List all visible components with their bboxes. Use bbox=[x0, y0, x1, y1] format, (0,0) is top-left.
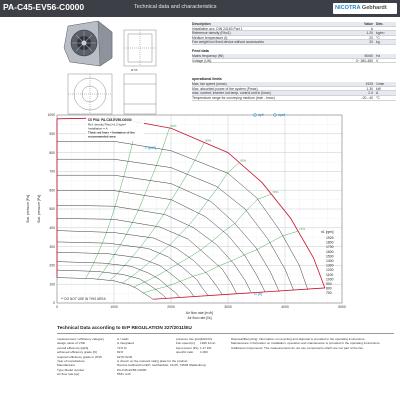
erp-note: Additional components: The measurements do not use components which are not part of the fan. bbox=[231, 345, 364, 350]
spec-unit: kg/m³ bbox=[376, 31, 385, 36]
operational-limits-heading: operational limits bbox=[192, 77, 222, 82]
erp-key: Fan speed [n] bbox=[176, 341, 195, 346]
spec-unit: 1/min bbox=[376, 82, 385, 87]
spec-key: Installation acc. DIN 24163 Part 1 bbox=[192, 26, 243, 31]
legend-label: dpfl bbox=[258, 113, 264, 118]
efficiency-label: 70% bbox=[272, 190, 279, 195]
erp-value: is shown on the relevant rating plate for the product bbox=[117, 358, 188, 363]
power-label: P1[kW] bbox=[145, 146, 156, 150]
speed-axis-label: n1 [rpm] bbox=[321, 230, 334, 234]
info-line: recommended area bbox=[88, 134, 116, 139]
spec-key: Mains frequency (fN) bbox=[192, 53, 224, 58]
erp-section-title: Technical Data according to ErP REGULATION 327/2011/EU bbox=[57, 326, 394, 334]
spec-col-dim: Dim. bbox=[376, 22, 384, 26]
spec-unit: Hz bbox=[376, 53, 381, 58]
erp-value: 5531 m³/h bbox=[117, 372, 131, 377]
spec-row bbox=[192, 96, 396, 101]
spec-unit bbox=[376, 27, 396, 31]
header-bar bbox=[0, 0, 400, 17]
y-tick-label: 0 bbox=[53, 301, 55, 306]
spec-value: -20...40 bbox=[361, 95, 373, 100]
info-line: C0 P0A: PA-C45-EV56-C0000 bbox=[88, 118, 132, 122]
spec-key: Voltage (UN) bbox=[192, 58, 212, 63]
spec-value: 50/60 bbox=[364, 53, 373, 58]
erp-key: overall efficiency [ηES] bbox=[57, 345, 89, 350]
erp-row bbox=[57, 372, 173, 376]
x-tick-label: 2000 bbox=[167, 305, 175, 309]
speed-label: 1300 bbox=[326, 263, 334, 268]
header-subtitle: Technical data and characteristics bbox=[134, 4, 217, 10]
spec-value: 20 bbox=[369, 40, 373, 45]
spec-unit: A bbox=[376, 91, 379, 96]
spec-key: max. current, inverter out temp. control unit in (Imax) bbox=[192, 91, 271, 96]
spec-value: 20 bbox=[369, 35, 373, 40]
y-tick-label: 600 bbox=[49, 188, 55, 193]
y-tick-label: 300 bbox=[49, 244, 55, 249]
speed-label: 1925 bbox=[326, 236, 334, 240]
info-line: Installation = A bbox=[88, 126, 108, 131]
y-tick-label: 200 bbox=[49, 263, 55, 268]
spec-key: Medium temperature (t) bbox=[192, 35, 228, 40]
x-tick-label: 5000 bbox=[338, 305, 346, 309]
current-label: I1 [A] bbox=[254, 292, 262, 296]
y-tick-label: 500 bbox=[49, 207, 55, 212]
efficiency-label: 60% bbox=[205, 138, 212, 143]
erp-value: 72.8 % bbox=[117, 345, 127, 350]
chart-info-box bbox=[86, 117, 144, 141]
erp-key: specific ratio bbox=[176, 350, 194, 355]
erp-key: Year of manufacture bbox=[57, 358, 85, 363]
spec-key: Reference density (Rho1) bbox=[192, 31, 231, 36]
spec-key: Max. fan speed (nmax) bbox=[192, 82, 227, 87]
spec-unit: V bbox=[376, 58, 379, 63]
erp-note: Maintenance: Information on installation, operation and maintenance is provided in the operating instructions. bbox=[231, 341, 381, 346]
x-tick-label: 0 bbox=[56, 305, 58, 309]
x-axis-label-secondary: Air flow rate [l/s] bbox=[187, 316, 212, 320]
brand-name-1: NICOTRA bbox=[335, 5, 361, 11]
erp-value: is integrated bbox=[117, 341, 134, 346]
product-title: PA-C45-EV56-C0000 bbox=[3, 2, 85, 12]
erp-row bbox=[176, 350, 226, 354]
erp-right-column bbox=[231, 337, 395, 350]
y-tick-label: 800 bbox=[49, 150, 55, 155]
spec-key: Max. absorbed power of the system (Pmax) bbox=[192, 86, 258, 91]
erp-value: 1925 1/min bbox=[200, 341, 216, 346]
erp-key: Air flow rate [qv] bbox=[57, 372, 80, 377]
y-tick-label: 400 bbox=[49, 226, 55, 230]
grid-lines bbox=[57, 115, 342, 303]
erp-value: 1.17 kW bbox=[200, 345, 212, 350]
y-axis-label-secondary: Stat. pressure [Pa] bbox=[26, 194, 30, 223]
spec-value: 3~ 380-480 bbox=[355, 58, 373, 63]
info-line: Ref. density Rho1=1.2 kg/m³ bbox=[88, 122, 127, 127]
speed-label: 1600 bbox=[326, 249, 334, 254]
x-tick-label: 1000 bbox=[110, 305, 118, 309]
speed-label: 1200 bbox=[326, 268, 334, 273]
spec-value: 1.20 bbox=[366, 31, 373, 36]
erp-key: pressure rise [pst] bbox=[176, 337, 201, 341]
erp-value: 62 [N 62.8] bbox=[117, 354, 133, 359]
chart-svg bbox=[24, 109, 376, 321]
erp-value: Nicotra Gebhardt GmbH, Gebhardtstr. 19-25, 74638 Waldenburg bbox=[117, 363, 206, 368]
spec-value: 1.30 bbox=[366, 86, 373, 91]
spec-key: Temperature range for conveying medium (tmin - tmax) bbox=[192, 95, 275, 100]
fan-performance-chart bbox=[24, 109, 376, 321]
brand-name-2: Gebhardt bbox=[361, 5, 387, 11]
erp-key: Manufacturer bbox=[57, 363, 76, 368]
chart-note: ** DO NOT USE IN THIS AREA bbox=[61, 297, 106, 301]
efficiency-label: 65% bbox=[240, 158, 247, 163]
dim-label-b: Ø 56 bbox=[131, 68, 138, 72]
spec-value: 2.0 bbox=[368, 91, 373, 96]
speed-label: 900 bbox=[326, 282, 332, 286]
front-view-drawing bbox=[68, 74, 156, 114]
spec-key: Fan weight incl fixed device without accessories bbox=[192, 40, 264, 45]
x-tick-label: 4000 bbox=[281, 305, 289, 309]
erp-key: input power [Pe] bbox=[176, 345, 199, 350]
spec-table bbox=[192, 22, 396, 101]
speed-label: 800 bbox=[326, 286, 332, 291]
fan-render-image bbox=[64, 21, 112, 66]
erp-value: 82.8 bbox=[117, 350, 124, 355]
speed-label: 1100 bbox=[326, 272, 334, 277]
spec-value: 1925 bbox=[365, 82, 373, 87]
speed-label: 1800 bbox=[326, 240, 334, 245]
y-tick-label: 900 bbox=[49, 132, 55, 136]
spec-unit: °C bbox=[376, 35, 380, 40]
spec-col-value: Value bbox=[364, 22, 373, 26]
efficiency-label: 72% bbox=[299, 227, 306, 232]
feed-data-heading: Feed data bbox=[192, 48, 209, 53]
efficiency-label: 50% bbox=[170, 123, 177, 128]
erp-key: measurement / efficiency category bbox=[57, 337, 105, 341]
speed-label: 1400 bbox=[326, 259, 334, 263]
erp-key: required efficiency grade in 2015 bbox=[57, 354, 102, 359]
y-tick-label: 100 bbox=[49, 282, 55, 287]
brand-logo bbox=[333, 3, 397, 14]
spec-col-description: Description bbox=[192, 22, 211, 26]
erp-key: Type Model number bbox=[57, 367, 85, 372]
erp-key: design value of VSD bbox=[57, 341, 86, 346]
speed-label: 1000 bbox=[326, 277, 334, 282]
x-tick-label: 3000 bbox=[224, 305, 232, 309]
erp-value: 1.000 bbox=[200, 350, 208, 355]
spec-unit: kg bbox=[376, 40, 380, 45]
y-tick-label: 700 bbox=[49, 169, 55, 174]
legend-label: dpsfl bbox=[278, 113, 286, 118]
y-tick-label: 1000 bbox=[47, 113, 55, 118]
y-axis-label: Stat. pressure [Pa] bbox=[37, 194, 41, 223]
spec-unit: kW bbox=[376, 86, 381, 91]
spec-unit: °C bbox=[376, 95, 380, 100]
info-line: Thick red lines = limitation of the bbox=[88, 130, 135, 135]
speed-label: 700 bbox=[326, 291, 332, 296]
erp-key: achieved efficiency grade [N] bbox=[57, 350, 97, 355]
erp-note: Disposal/Recycling: Information on recycling and disposal is provided in the operating instructions. bbox=[231, 337, 366, 341]
erp-value: 1020 Pa bbox=[200, 337, 213, 341]
erp-value: A / static bbox=[117, 337, 129, 341]
erp-middle-column bbox=[176, 337, 226, 355]
speed-label: 1700 bbox=[326, 245, 334, 250]
speed-label: 1500 bbox=[326, 254, 334, 259]
spec-value: A bbox=[370, 26, 373, 31]
x-axis-label: Air flow rate [m³/h] bbox=[185, 311, 214, 315]
side-view-drawing bbox=[124, 30, 156, 66]
erp-value: PA-C45-EV56-C0000 bbox=[117, 367, 147, 372]
product-drawing bbox=[54, 18, 164, 120]
